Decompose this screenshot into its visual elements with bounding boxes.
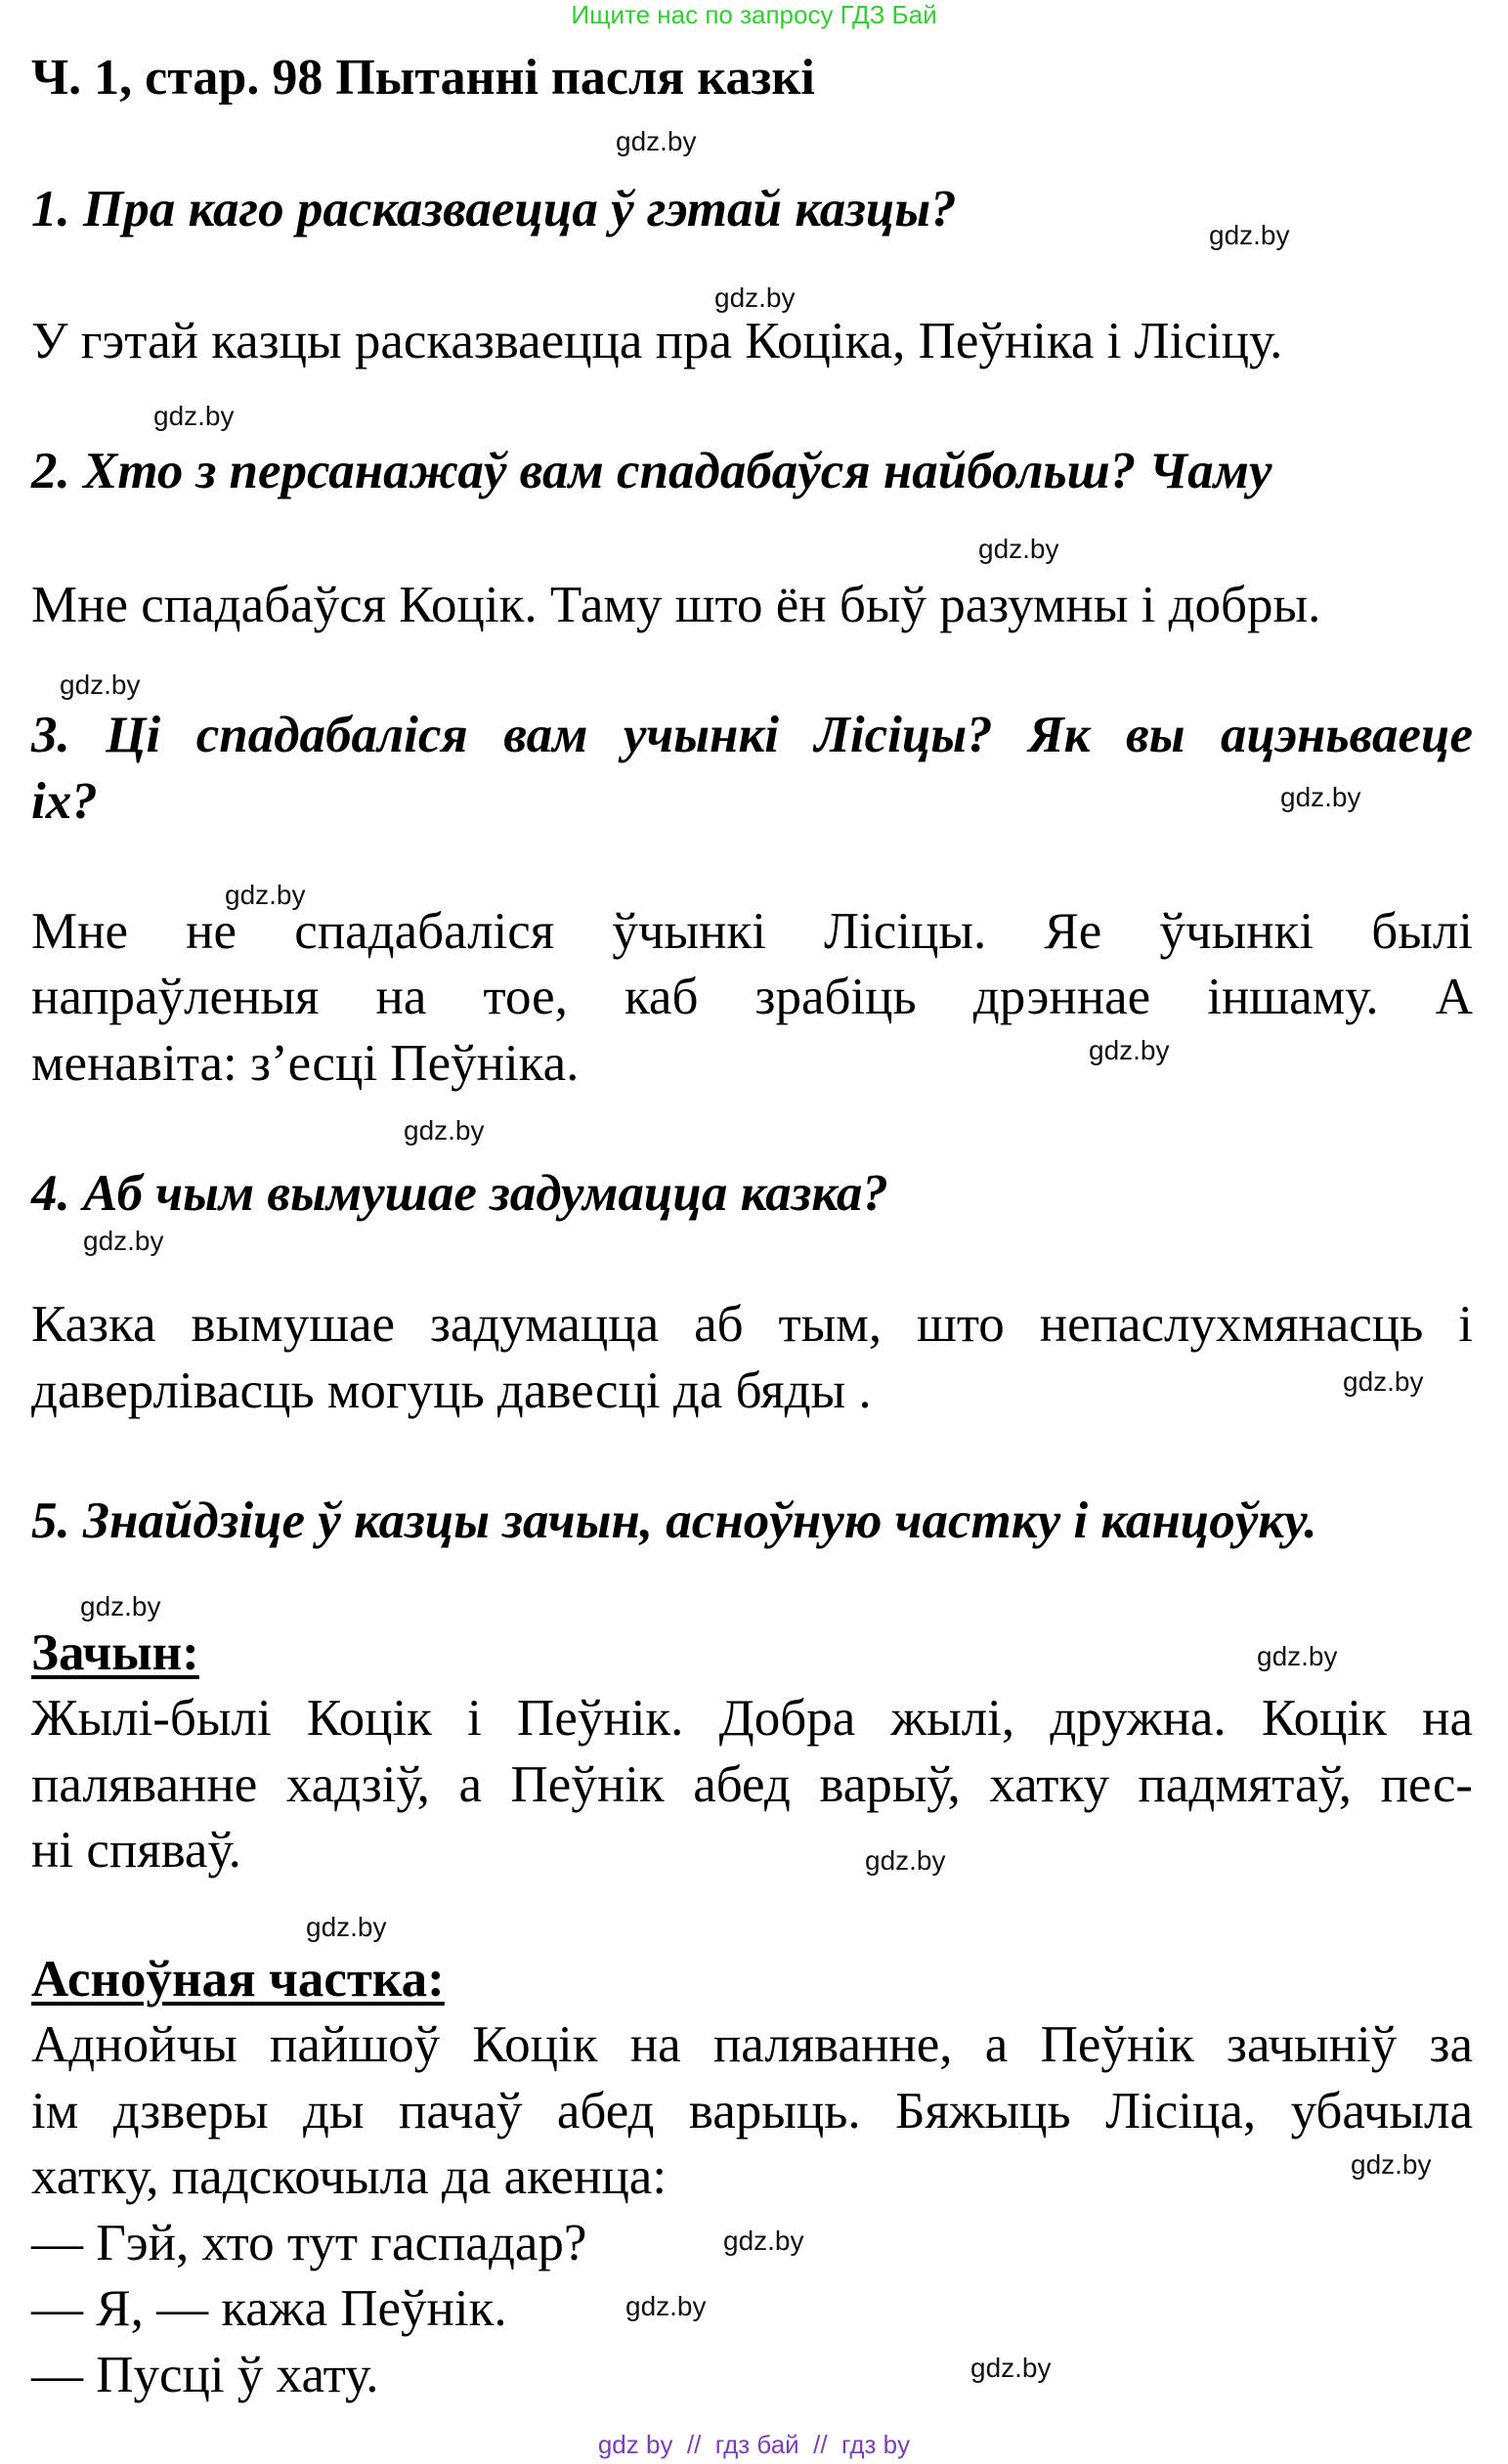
main-part-line: Аднойчы пайшоў Коцік на паляванне, а Пеўнік зачыніў за [31, 2016, 1473, 2073]
dialog-line: — Гэй, хто тут гаспадар? [31, 2215, 587, 2271]
answer-2: Мне спадабаўся Коцік. Таму што ён быў разумны і добры. [31, 577, 1321, 633]
watermark: gdz.by [970, 2353, 1052, 2383]
main-part-line: хатку, падскочыла да акенца: [31, 2148, 668, 2205]
answer-3-line: напраўленыя на тое, каб зрабіць дрэннае іншаму. А [31, 969, 1473, 1025]
watermark: gdz.by [1257, 1641, 1338, 1671]
watermark: gdz.by [1343, 1366, 1424, 1397]
watermark: gdz.by [978, 534, 1059, 564]
page-title: Ч. 1, стар. 98 Пытанні пасля казкі [31, 50, 815, 106]
answer-1: У гэтай казцы расказваецца пра Коціка, Пеўніка і Лісіцу. [31, 313, 1283, 369]
beginning-line: ні спяваў. [31, 1822, 241, 1879]
watermark: gdz.by [60, 670, 141, 700]
question-4: 4. Аб чым вымушае задумацца казка? [31, 1165, 888, 1222]
answer-4-line: даверлівасць могуць давесці да бяды . [31, 1362, 872, 1419]
watermark: gdz.by [714, 282, 796, 313]
question-1: 1. Пра каго расказваецца ў гэтай казцы? [31, 181, 957, 238]
main-part-heading: Асноўная частка: [31, 1951, 445, 2008]
watermark: gdz.by [404, 1115, 485, 1146]
answer-3-line: Мне не спадабаліся ўчынкі Лісіцы. Яе ўчынкі былі [31, 903, 1473, 960]
question-5: 5. Знайдзіце ў казцы зачын, асноўную частку і канцоўку. [31, 1492, 1317, 1549]
question-3-line: іх? [31, 773, 98, 830]
watermark: gdz.by [723, 2226, 804, 2256]
watermark: gdz.by [1351, 2149, 1432, 2180]
question-2: 2. Хто з персанажаў вам спадабаўся найбольш? Чаму [31, 443, 1272, 499]
answer-3-line: менавіта: з’есці Пеўніка. [31, 1035, 580, 1092]
beginning-line: Жылі-былі Коцік і Пеўнік. Добра жылі, дружна. Коцік на [31, 1690, 1473, 1747]
watermark: gdz.by [306, 1912, 387, 1942]
watermark: gdz.by [1089, 1035, 1170, 1065]
footer-links: gdz by // гдз бай // гдз by [597, 2430, 911, 2459]
watermark: gdz.by [865, 1845, 946, 1876]
watermark: gdz.by [153, 401, 235, 431]
dialog-line: — Пусці ў хату. [31, 2347, 379, 2403]
question-3-line: 3. Ці спадабаліся вам учынкі Лісіцы? Як вы ацэньваеце [31, 707, 1473, 763]
watermark: gdz.by [1209, 220, 1290, 250]
answer-4-line: Казка вымушае задумацца аб тым, што непаслухмянасць і [31, 1296, 1473, 1353]
search-hint: Ищите нас по запросу ГДЗ Бай [571, 0, 937, 29]
watermark: gdz.by [1280, 782, 1361, 812]
beginning-heading: Зачын: [31, 1624, 199, 1681]
beginning-line: паляванне хадзіў, а Пеўнік абед варыў, хатку падмятаў, пес- [31, 1756, 1473, 1813]
dialog-line: — Я, — кажа Пеўнік. [31, 2280, 507, 2337]
watermark: gdz.by [225, 880, 306, 910]
watermark: gdz.by [625, 2291, 707, 2321]
watermark: gdz.by [616, 126, 697, 156]
watermark: gdz.by [80, 1591, 161, 1621]
main-part-line: ім дзверы ды пачаў абед варыць. Бяжыць Лісіца, убачыла [31, 2083, 1473, 2140]
watermark: gdz.by [83, 1226, 164, 1256]
